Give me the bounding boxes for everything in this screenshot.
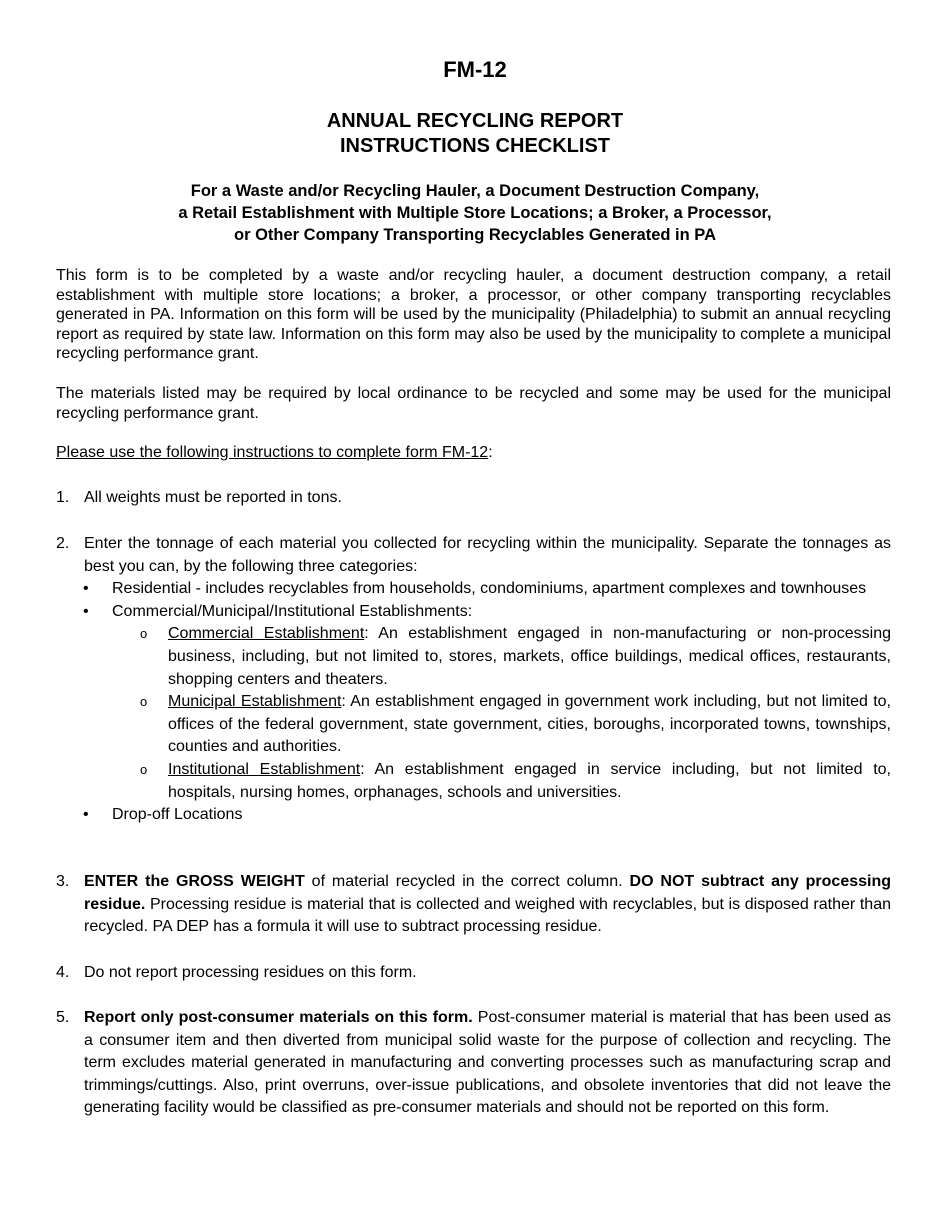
item-plain-text: of material recycled in the correct column. [304, 873, 630, 890]
category-cmi [56, 601, 891, 804]
category-text: Commercial/Municipal/Institutional Establishments: [112, 602, 473, 620]
report-title [0, 109, 950, 159]
item-text: Do not report processing residues on this form. [84, 964, 417, 981]
item-plain-text: Post-consumer material is material that has been used as a consumer item and then diverted from municipal solid waste for the purpose of collection and recycling. The term excludes material generated in manufacturing and converting processes such as manufacturing scrap and trimmings/cuttings. Also, print overruns, over-issue publications, and obsolete inventories that did not leave the generating facility would be classified as pre-consumer materials and should not be reported on this form. [84, 1009, 892, 1117]
report-title-line-2: INSTRUCTIONS CHECKLIST [340, 135, 610, 157]
category-text: Drop-off Locations [112, 806, 243, 824]
item-text [84, 1007, 891, 1120]
subtitle-line-1: For a Waste and/or Recycling Hauler, a Document Destruction Company, [190, 182, 760, 200]
item-bold-text: DO NOT subtract any processing residue. [84, 873, 891, 913]
item-number: 3. [56, 873, 70, 890]
bullet-icon: • [83, 806, 89, 824]
subtitle-line-3: or Other Company Transporting Recyclables Generated in PA [234, 226, 716, 244]
instructions-heading-colon: : [488, 444, 493, 461]
item-plain-text: Processing residue is material that is collected and weighed with recyclables, but is disposed rather than recycled. PA DEP has a formula it will use to subtract processing residue. [84, 895, 891, 936]
item-text: All weights must be reported in tons. [84, 489, 342, 506]
item-number: 4. [56, 964, 70, 981]
instructions-heading-text: Please use the following instructions to complete form FM-12 [56, 444, 489, 461]
materials-paragraph: The materials listed may be required by local ordinance to be recycled and some may be used for the municipal recycling performance grant. [56, 385, 891, 422]
establishment-commercial [112, 623, 891, 691]
instruction-item-1 [56, 487, 891, 510]
instructions-heading [56, 443, 891, 463]
intro-paragraph: This form is to be completed by a waste and/or recycling hauler, a document destruction company, a retail establishment with multiple store locations; a broker, a processor, or other company transporting recyclables generated in PA. Information on this form will be used by the municipality (Philadelphia) to submit an annual recycling report as required by state law. Information on this form may also be used by the municipality to complete a municipal recycling performance grant. [56, 267, 891, 363]
establishment-label: Institutional Establishment [168, 760, 361, 778]
establishment-institutional [112, 759, 891, 804]
establishment-list [112, 623, 891, 804]
instruction-item-2 [56, 533, 891, 827]
item-number: 1. [56, 489, 70, 506]
report-subtitle [0, 180, 950, 246]
item-number: 5. [56, 1009, 70, 1026]
form-id-heading: FM-12 [443, 57, 507, 82]
subtitle-line-2: a Retail Establishment with Multiple Store Locations; a Broker, a Processor, [178, 204, 772, 222]
establishment-text: : An establishment engaged in non-manufacturing or non-processing business, including, but not limited to, stores, markets, office buildings, medical offices, restaurants, shopping centers and theaters. [168, 625, 892, 688]
bullet-icon: • [83, 580, 89, 598]
sub-bullet-icon: o [140, 761, 148, 777]
bullet-icon: • [83, 602, 89, 620]
report-title-line-1: ANNUAL RECYCLING REPORT [326, 110, 624, 132]
sub-bullet-icon: o [140, 626, 148, 642]
item-bold-text: ENTER the GROSS WEIGHT [84, 873, 305, 890]
category-residential [56, 578, 891, 601]
category-dropoff [56, 804, 891, 827]
establishment-municipal [112, 691, 891, 759]
category-text: Residential - includes recyclables from households, condominiums, apartment complexes and townhouses [112, 580, 867, 598]
establishment-text: : An establishment engaged in government work including, but not limited to, offices of the federal government, state government, cities, boroughs, incorporated towns, townships, counties and authorities. [168, 693, 891, 756]
category-list [56, 578, 891, 827]
instruction-item-5 [56, 1007, 891, 1120]
item-text [84, 871, 891, 939]
item-text: Enter the tonnage of each material you collected for recycling within the municipality. Separate the tonnages as best you can, by the following three categories: [84, 535, 891, 575]
item-number: 2. [56, 535, 70, 552]
item-bold-text: Report only post-consumer materials on this form. [84, 1009, 473, 1026]
establishment-text: : An establishment engaged in service including, but not limited to, hospitals, nursing homes, orphanages, schools and universities. [168, 760, 892, 801]
sub-bullet-icon: o [140, 694, 148, 710]
instruction-item-3 [56, 871, 891, 939]
instruction-item-4 [56, 962, 891, 985]
establishment-label: Commercial Establishment [168, 625, 365, 643]
establishment-label: Municipal Establishment [168, 693, 342, 711]
